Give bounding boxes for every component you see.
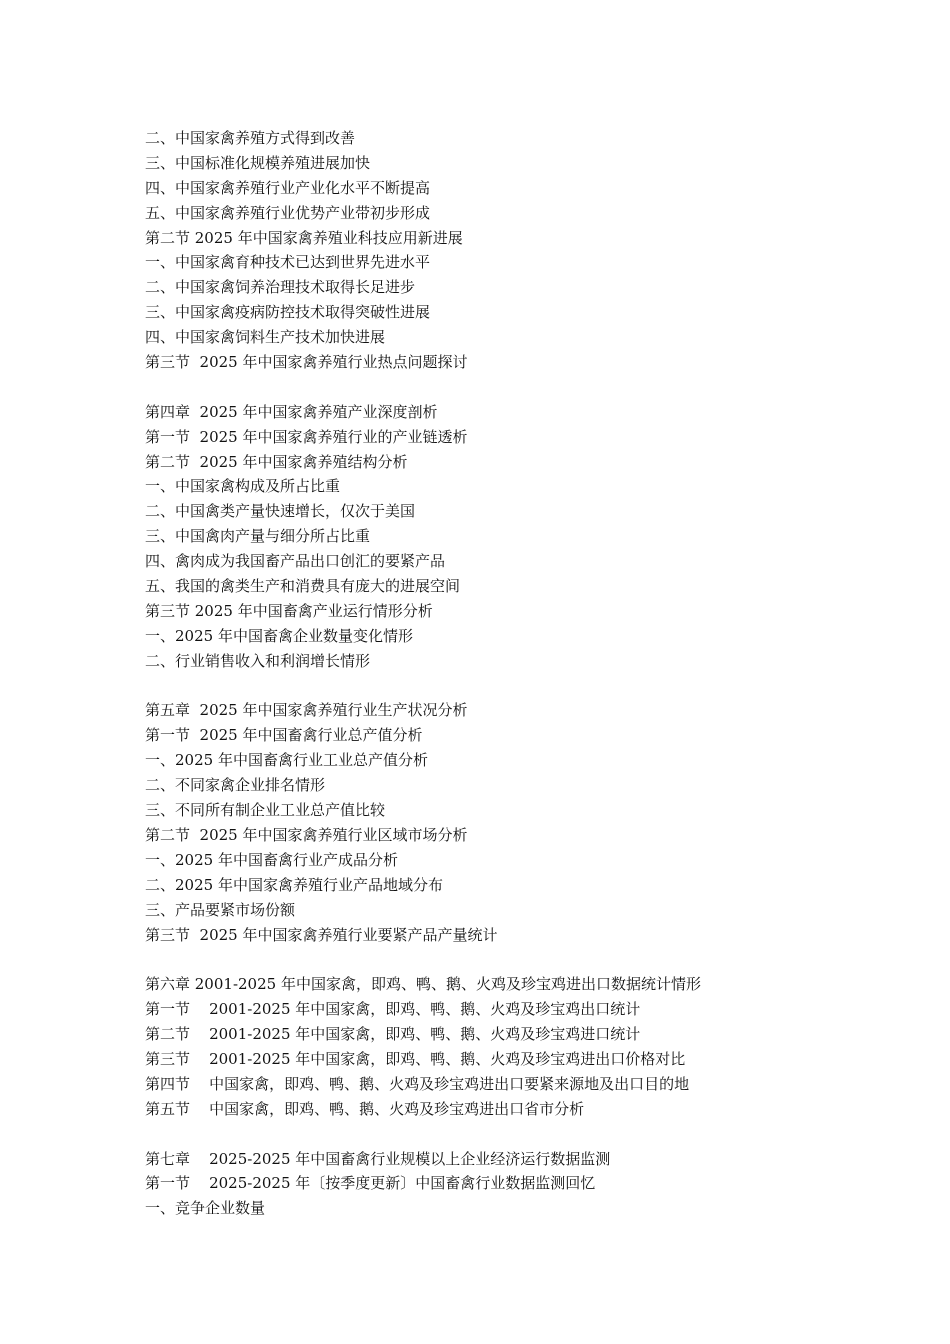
toc-line: 二、行业销售收入和利润增长情形 (145, 651, 371, 670)
toc-line: 一、中国家禽育种技术已达到世界先进水平 (145, 253, 431, 272)
toc-section-heading: 第一节 2025-2025 年〔按季度更新〕中国畜禽行业数据监测回忆 (145, 1174, 596, 1193)
toc-section-heading: 第二节 2025 年中国家禽养殖行业区域市场分析 (145, 825, 468, 844)
toc-line: 一、竞争企业数量 (145, 1199, 266, 1218)
blank-line (145, 947, 845, 972)
toc-line: 一、2025 年中国畜禽企业数量变化情形 (145, 626, 413, 645)
blank-line (145, 1122, 845, 1147)
toc-line: 四、禽肉成为我国畜产品出口创汇的要紧产品 (145, 552, 446, 571)
toc-chapter-heading: 第六章 2001-2025 年中国家禽，即鸡、鸭、鹅、火鸡及珍宝鸡进出口数据统计情形 (145, 975, 701, 994)
toc-line: 二、中国家禽养殖方式得到改善 (145, 129, 356, 147)
toc-line: 一、中国家禽构成及所占比重 (145, 477, 341, 496)
toc-line: 二、中国禽类产量快速增长，仅次于美国 (145, 502, 416, 521)
toc-line: 三、中国家禽疫病防控技术取得突破性进展 (145, 303, 431, 322)
toc-section-heading: 第五节 中国家禽，即鸡、鸭、鹅、火鸡及珍宝鸡进出口省市分析 (145, 1099, 585, 1118)
toc-section-heading: 第二节 2001-2025 年中国家禽，即鸡、鸭、鹅、火鸡及珍宝鸡进口统计 (145, 1025, 641, 1044)
toc-section-heading: 第二节 2025 年中国家禽养殖业科技应用新进展 (145, 228, 463, 247)
toc-line: 二、不同家禽企业排名情形 (145, 776, 326, 795)
toc-line: 五、我国的禽类生产和消费具有庞大的进展空间 (145, 577, 461, 596)
toc-section-heading: 第二节 2025 年中国家禽养殖结构分析 (145, 452, 408, 471)
table-of-contents (145, 126, 845, 1221)
toc-line: 三、不同所有制企业工业总产值比较 (145, 801, 386, 820)
toc-section-heading: 第三节 2025 年中国家禽养殖行业要紧产品产量统计 (145, 925, 498, 944)
toc-line: 三、中国禽肉产量与细分所占比重 (145, 527, 371, 546)
toc-chapter-heading: 第四章 2025 年中国家禽养殖产业深度剖析 (145, 402, 438, 421)
blank-line (145, 375, 845, 400)
blank-line (145, 674, 845, 699)
toc-section-heading: 第三节 2001-2025 年中国家禽，即鸡、鸭、鹅、火鸡及珍宝鸡进出口价格对比 (145, 1049, 686, 1068)
toc-section-heading: 第一节 2025 年中国畜禽行业总产值分析 (145, 726, 423, 745)
toc-chapter-heading: 第五章 2025 年中国家禽养殖行业生产状况分析 (145, 701, 468, 720)
toc-line: 三、产品要紧市场份额 (145, 900, 296, 919)
toc-section-heading: 第一节 2001-2025 年中国家禽，即鸡、鸭、鹅、火鸡及珍宝鸡出口统计 (145, 1000, 641, 1019)
toc-section-heading: 第一节 2025 年中国家禽养殖行业的产业链透析 (145, 427, 468, 446)
toc-line: 一、2025 年中国畜禽行业产成品分析 (145, 850, 398, 869)
toc-line: 四、中国家禽饲料生产技术加快进展 (145, 328, 386, 347)
toc-section-heading: 第三节 2025 年中国畜禽产业运行情形分析 (145, 601, 433, 620)
toc-line: 二、中国家禽饲养治理技术取得长足进步 (145, 278, 416, 297)
toc-chapter-heading: 第七章 2025-2025 年中国畜禽行业规模以上企业经济运行数据监测 (145, 1149, 611, 1168)
toc-line: 四、中国家禽养殖行业产业化水平不断提高 (145, 178, 431, 197)
toc-line: 二、2025 年中国家禽养殖行业产品地域分布 (145, 875, 443, 894)
toc-line: 五、中国家禽养殖行业优势产业带初步形成 (145, 203, 431, 222)
toc-line: 三、中国标准化规模养殖进展加快 (145, 153, 371, 172)
toc-section-heading: 第四节 中国家禽，即鸡、鸭、鹅、火鸡及珍宝鸡进出口要紧来源地及出口目的地 (145, 1074, 690, 1093)
toc-section-heading: 第三节 2025 年中国家禽养殖行业热点问题探讨 (145, 353, 468, 372)
toc-line: 一、2025 年中国畜禽行业工业总产值分析 (145, 751, 428, 770)
